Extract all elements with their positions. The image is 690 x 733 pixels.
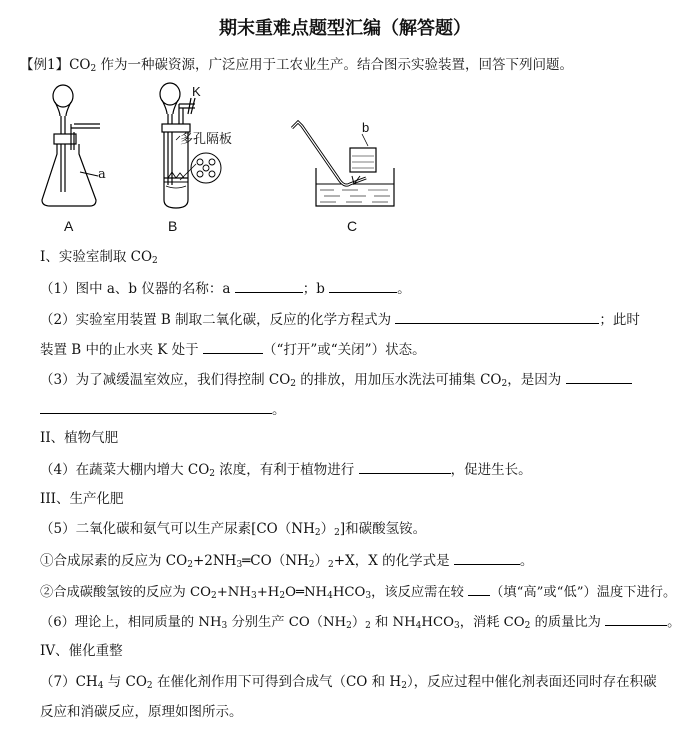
question-4: （4）在蔬菜大棚内增大 $CO_2$ 浓度，有利于植物进行 ，促进生长。: [40, 459, 532, 479]
section-4-heading: IV、催化重整: [40, 643, 123, 659]
answer-blank-q1-a[interactable]: [235, 278, 303, 293]
question-3-line-1: （3）为了减缓温室效应，我们得控制 $CO_2$ 的排放，用加压水洗法可捕集 $CO_2$，是因为: [40, 369, 632, 389]
clamp-k-label: K: [192, 84, 201, 99]
example-tag: 【例1】: [20, 57, 70, 73]
answer-blank-q2-clamp[interactable]: [203, 339, 263, 354]
answer-blank-q6[interactable]: [605, 611, 667, 626]
question-5: （5）二氧化碳和氨气可以生产尿素$[CO(NH_2)_2]$和碳酸氢铵。: [40, 521, 427, 538]
answer-blank-q5-2[interactable]: [468, 581, 490, 596]
pointer-a-label: a: [98, 167, 106, 182]
section-1-heading: I、实验室制取 $CO_2$: [40, 249, 158, 266]
figure-b-label: B: [168, 218, 178, 234]
answer-blank-q3-part-1[interactable]: [566, 369, 632, 384]
answer-blank-q4[interactable]: [359, 459, 451, 474]
question-3-line-2: 。: [40, 399, 286, 419]
question-7-line-2: 反应和消碳反应，原理如图所示。: [40, 704, 243, 720]
figure-c-label: C: [347, 218, 358, 234]
section-3-heading: III、生产化肥: [40, 491, 124, 507]
answer-blank-q5-1[interactable]: [454, 550, 520, 565]
question-5-1: ①合成尿素的反应为 $CO_2+2NH_3═CO(NH_2)_2+X$，X 的化学式是 。: [40, 550, 533, 570]
question-7-line-1: $(7)CH_4$ 与 $CO_2$ 在催化剂作用下可得到合成气（CO 和 $H_2$），反应过程中催化剂表面还同时存在积碳: [40, 674, 657, 691]
apparatus-c-figure: [288, 118, 398, 213]
figure-a-label: A: [64, 218, 74, 234]
question-5-2: ②合成碳酸氢铵的反应为 $CO_2+NH_3+H_2O═NH_4HCO_3$，该反应需在较 （填“高”或“低”）温度下进行。: [40, 581, 676, 602]
example-intro: 【例1】$CO_2$ 作为一种碳资源，广泛应用于工农业生产。结合图示实验装置，回答下列问题。: [20, 57, 574, 74]
apparatus-a-figure: [38, 82, 113, 212]
pointer-b-label: b: [362, 120, 370, 135]
porous-plate-label: 多孔隔板: [180, 131, 233, 146]
section-2-heading: II、植物气肥: [40, 430, 119, 446]
question-1: （1）图中 a、b 仪器的名称：a ；b 。: [40, 278, 411, 298]
question-6: （6）理论上，相同质量的 $NH_3$ 分别生产 $CO(NH_2)_2$ 和 $NH_4HCO_3$，消耗 $CO_2$ 的质量比为 。: [40, 611, 680, 632]
page-title: 期末重难点题型汇编（解答题）: [219, 18, 471, 39]
apparatus-b-figure: [150, 80, 240, 215]
answer-blank-q3-part-2[interactable]: [40, 399, 272, 414]
question-2-line-1: （2）实验室用装置 B 制取二氧化碳，反应的化学方程式为 ；此时: [40, 309, 640, 329]
question-2-line-2: 装置 B 中的止水夹 K 处于 （“打开”或“关闭”）状态。: [40, 339, 426, 359]
answer-blank-q1-b[interactable]: [329, 278, 397, 293]
answer-blank-q2-equation[interactable]: [395, 309, 599, 324]
